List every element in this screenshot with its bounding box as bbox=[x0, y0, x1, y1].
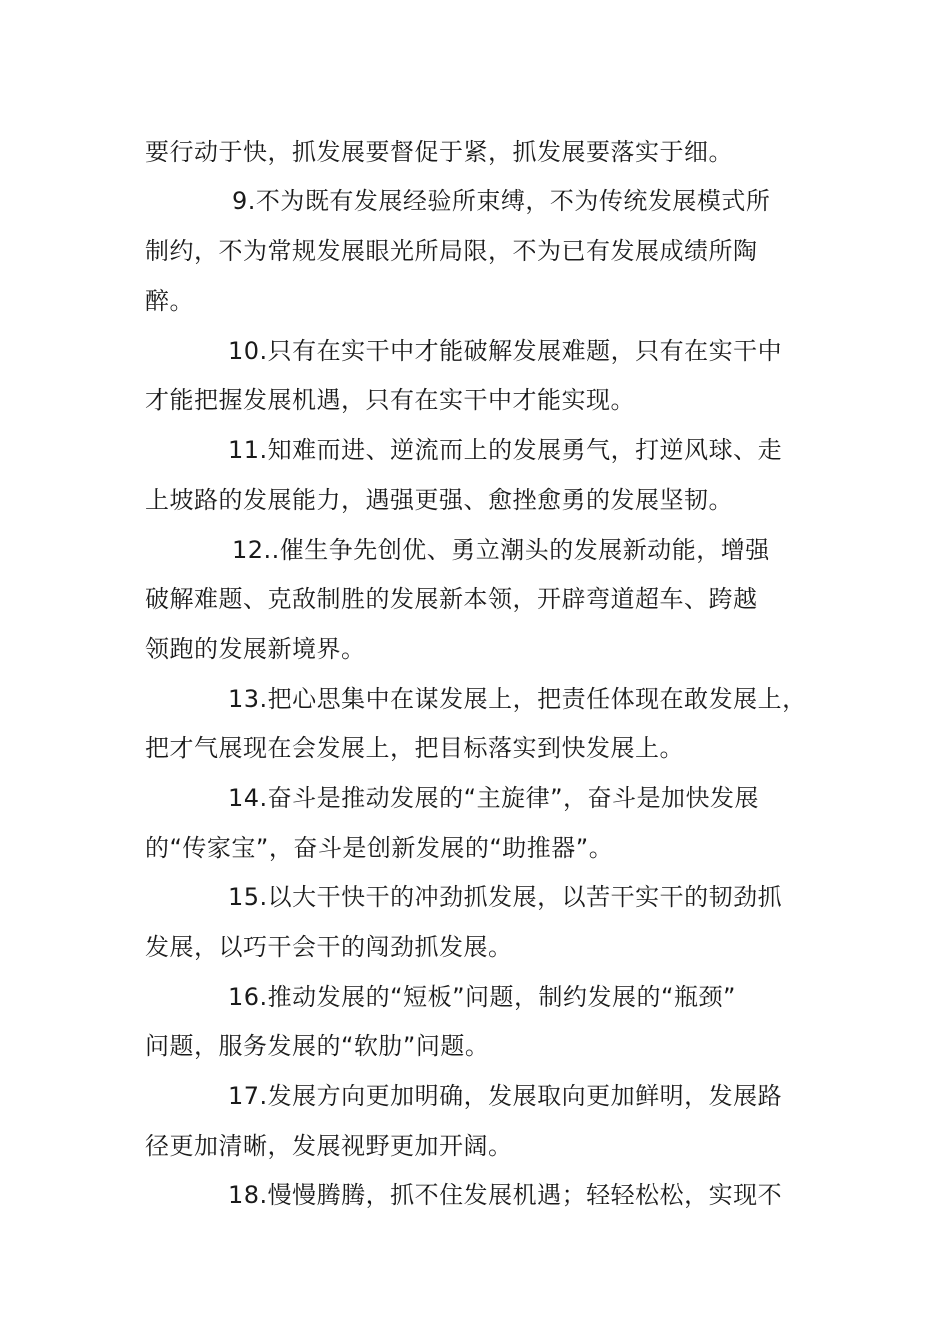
text-line: 发展，以巧干会干的闯劲抓发展。 bbox=[145, 933, 513, 961]
item-15-start: 15.以大干快干的冲劲抓发展，以苦干实干的韧劲抓 bbox=[228, 883, 783, 911]
text-line: 领跑的发展新境界。 bbox=[145, 635, 366, 663]
text-line: 把才气展现在会发展上，把目标落实到快发展上。 bbox=[145, 734, 684, 762]
item-13-start: 13.把心思集中在谋发展上，把责任体现在敢发展上， bbox=[228, 685, 807, 713]
item-12-start: 12..催生争先创优、勇立潮头的发展新动能，增强 bbox=[232, 536, 770, 564]
text-line: 破解难题、克敌制胜的发展新本领，开辟弯道超车、跨越 bbox=[145, 585, 758, 613]
item-14-start: 14.奋斗是推动发展的“主旋律”，奋斗是加快发展 bbox=[228, 784, 760, 812]
item-9-start: 9.不为既有发展经验所束缚，不为传统发展模式所 bbox=[232, 187, 771, 215]
item-16-start: 16.推动发展的“短板”问题，制约发展的“瓶颈” bbox=[228, 983, 736, 1011]
item-11-start: 11.知难而进、逆流而上的发展勇气，打逆风球、走 bbox=[228, 436, 783, 464]
item-10-start: 10.只有在实干中才能破解发展难题，只有在实干中 bbox=[228, 337, 783, 365]
text-line: 问题，服务发展的“软肋”问题。 bbox=[145, 1032, 490, 1060]
text-line: 的“传家宝”，奋斗是创新发展的“助推器”。 bbox=[145, 834, 614, 862]
text-line: 要行动于快，抓发展要督促于紧，抓发展要落实于细。 bbox=[145, 138, 733, 166]
text-line: 径更加清晰，发展视野更加开阔。 bbox=[145, 1132, 513, 1160]
item-17-start: 17.发展方向更加明确，发展取向更加鲜明，发展路 bbox=[228, 1082, 783, 1110]
item-18-start: 18.慢慢腾腾，抓不住发展机遇；轻轻松松，实现不 bbox=[228, 1181, 783, 1209]
text-line: 制约，不为常规发展眼光所局限，不为已有发展成绩所陶 bbox=[145, 237, 758, 265]
text-line: 醉。 bbox=[145, 287, 194, 315]
text-line: 上坡路的发展能力，遇强更强、愈挫愈勇的发展坚韧。 bbox=[145, 486, 733, 514]
text-line: 才能把握发展机遇，只有在实干中才能实现。 bbox=[145, 386, 635, 414]
